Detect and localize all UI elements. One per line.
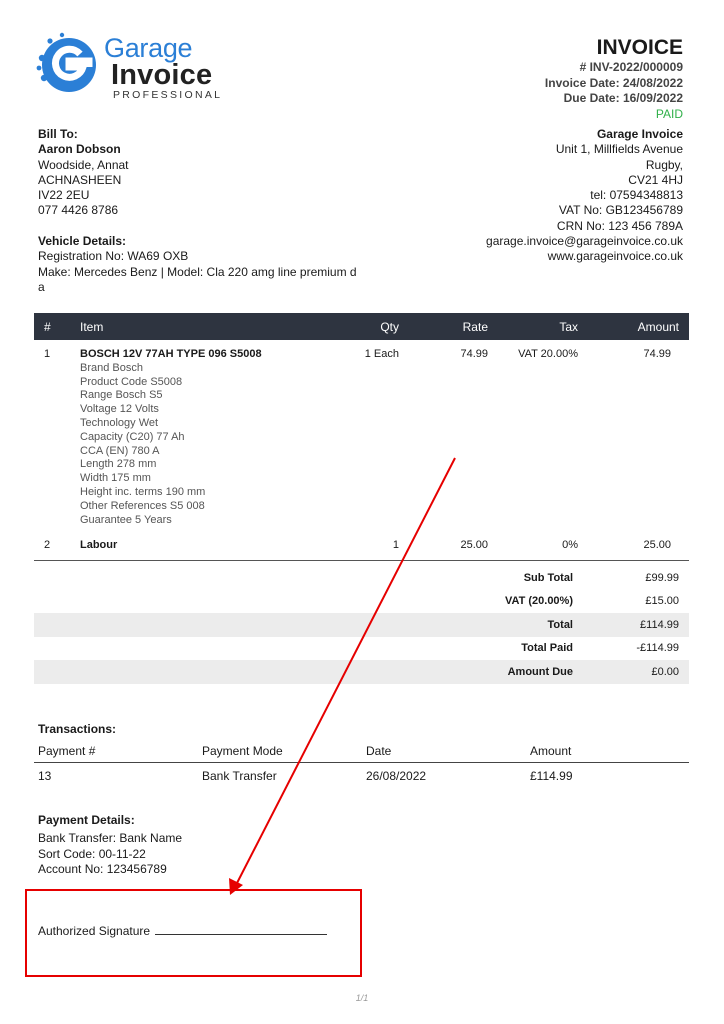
item-rate: 74.99 bbox=[460, 348, 488, 360]
account-number: Account No: 123456789 bbox=[38, 861, 167, 876]
seller-website: www.garageinvoice.co.uk bbox=[547, 249, 683, 264]
col-header-date: Date bbox=[362, 741, 526, 763]
subtotal-label: Sub Total bbox=[523, 571, 573, 584]
col-header-qty: Qty bbox=[346, 313, 409, 340]
item-name: Labour bbox=[70, 527, 346, 560]
item-detail: Brand Bosch bbox=[80, 361, 143, 374]
vat-label: VAT (20.00%) bbox=[504, 595, 573, 608]
invoice-date: Invoice Date: 24/08/2022 bbox=[544, 75, 683, 90]
bill-to-heading: Bill To: bbox=[38, 127, 78, 141]
col-header-rate: Rate bbox=[409, 313, 498, 340]
payment-amount: £114.99 bbox=[530, 769, 573, 783]
total-paid-value: -£114.99 bbox=[636, 642, 679, 655]
seller-postcode: CV21 4HJ bbox=[628, 172, 683, 187]
col-header-amount: Amount bbox=[526, 741, 689, 763]
transactions-heading: Transactions: bbox=[38, 722, 117, 736]
amount-due-label: Amount Due bbox=[34, 660, 593, 684]
payment-details-heading: Payment Details: bbox=[38, 813, 135, 827]
customer-phone: 077 4426 8786 bbox=[38, 203, 119, 218]
item-detail: Technology Wet bbox=[80, 416, 159, 429]
col-header-tax: Tax bbox=[498, 313, 588, 340]
item-rate: 25.00 bbox=[409, 527, 498, 560]
amount-due-value: £0.00 bbox=[593, 660, 689, 684]
seller-address: Unit 1, Millfields Avenue bbox=[555, 142, 683, 157]
sort-code: Sort Code: 00-11-22 bbox=[38, 846, 146, 861]
customer-address-line: Woodside, Annat bbox=[38, 157, 129, 172]
payment-mode: Bank Transfer bbox=[202, 769, 277, 783]
logo-word-garage: Garage bbox=[104, 33, 193, 63]
item-qty: 1 Each bbox=[364, 348, 399, 360]
total-label: Total bbox=[34, 613, 593, 637]
seller-email: garage.invoice@garageinvoice.co.uk bbox=[486, 234, 683, 249]
payment-date: 26/08/2022 bbox=[366, 769, 427, 783]
item-detail: Other References S5 008 bbox=[80, 499, 205, 512]
item-qty: 1 bbox=[346, 527, 409, 560]
item-detail: Length 278 mm bbox=[80, 458, 157, 471]
item-detail: Voltage 12 Volts bbox=[80, 403, 159, 416]
col-header-item: Item bbox=[70, 313, 346, 340]
invoice-title: INVOICE bbox=[596, 36, 683, 59]
logo-word-professional: PROFESSIONAL bbox=[113, 89, 223, 101]
row-num: 2 bbox=[34, 527, 70, 560]
vehicle-registration: Registration No: WA69 OXB bbox=[38, 249, 189, 264]
vehicle-heading: Vehicle Details: bbox=[38, 234, 127, 248]
vehicle-make-model: Make: Mercedes Benz | Model: Cla 220 amg line premium d bbox=[38, 264, 357, 279]
item-detail: Product Code S5008 bbox=[80, 375, 183, 388]
seller-phone: tel: 07594348813 bbox=[590, 188, 683, 203]
vat-value: £15.00 bbox=[645, 595, 679, 608]
customer-name: Aaron Dobson bbox=[38, 142, 121, 157]
page-number: 1/1 bbox=[355, 993, 369, 1003]
item-amount: 25.00 bbox=[588, 527, 689, 560]
item-detail: Width 175 mm bbox=[80, 472, 151, 485]
col-header-amount: Amount bbox=[588, 313, 689, 340]
col-header-num: # bbox=[34, 313, 70, 340]
col-header-payment-mode: Payment Mode bbox=[198, 741, 362, 763]
logo-word-invoice: Invoice bbox=[111, 59, 213, 91]
payment-num: 13 bbox=[38, 769, 52, 783]
invoice-due-date: Due Date: 16/09/2022 bbox=[563, 91, 683, 105]
subtotal-value: £99.99 bbox=[645, 571, 679, 584]
total-value: £114.99 bbox=[593, 613, 689, 637]
seller-crn: CRN No: 123 456 789A bbox=[556, 218, 683, 233]
col-header-payment-num: Payment # bbox=[34, 741, 198, 763]
seller-vat: VAT No: GB123456789 bbox=[558, 203, 683, 218]
item-amount: 74.99 bbox=[643, 348, 671, 360]
seller-name: Garage Invoice bbox=[596, 127, 683, 141]
item-detail: Range Bosch S5 bbox=[80, 389, 163, 402]
invoice-number: # INV-2022/000009 bbox=[579, 60, 683, 74]
customer-address-line: ACHNASHEEN bbox=[38, 172, 122, 187]
vehicle-make-model-wrap: a bbox=[38, 279, 45, 294]
item-name: BOSCH 12V 77AH TYPE 096 S5008 bbox=[80, 348, 262, 360]
item-detail: CCA (EN) 780 A bbox=[80, 444, 160, 457]
customer-postcode: IV22 2EU bbox=[38, 188, 90, 203]
signature-label: Authorized Signature bbox=[38, 924, 151, 938]
item-tax: 0% bbox=[498, 527, 588, 560]
item-tax: VAT 20.00% bbox=[518, 348, 578, 360]
item-detail: Capacity (C20) 77 Ah bbox=[80, 430, 185, 443]
seller-city: Rugby, bbox=[645, 157, 683, 172]
status-badge: PAID bbox=[655, 106, 683, 121]
item-detail: Height inc. terms 190 mm bbox=[80, 485, 206, 498]
total-paid-label: Total Paid bbox=[521, 642, 573, 655]
item-detail: Guarantee 5 Years bbox=[80, 513, 172, 526]
row-num: 1 bbox=[44, 348, 51, 360]
bank-name: Bank Transfer: Bank Name bbox=[38, 831, 183, 846]
